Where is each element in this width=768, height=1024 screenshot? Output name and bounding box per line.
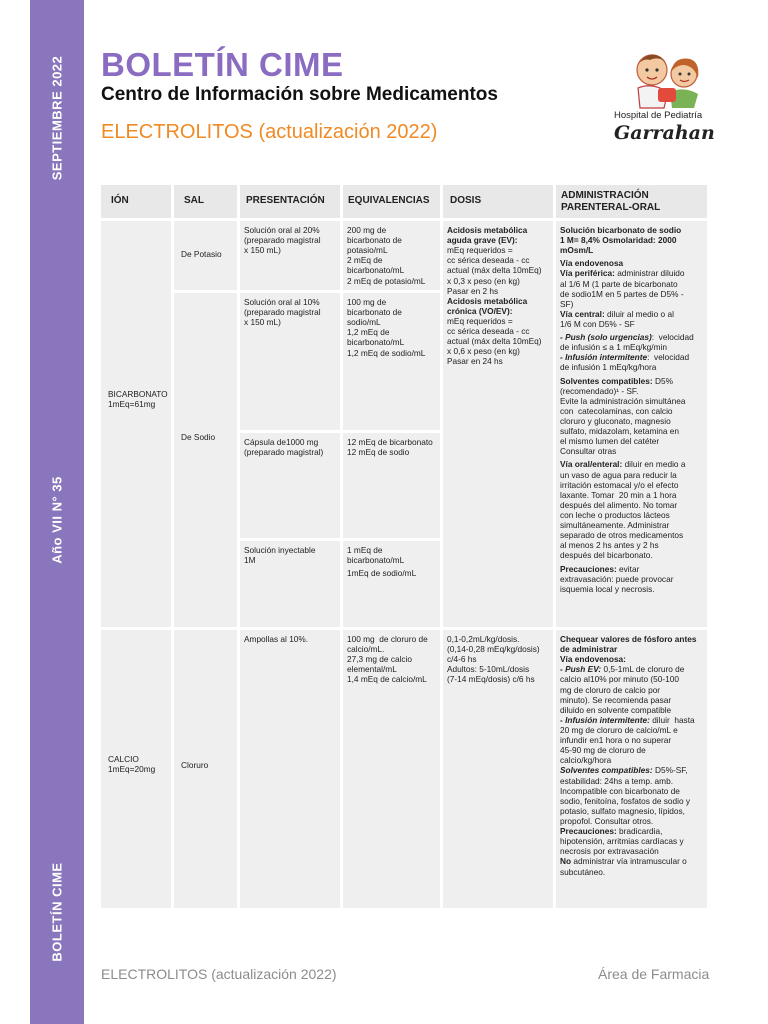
header-sal: SAL	[174, 185, 237, 218]
adm-cal-via-ev: Vía endovenosa:	[560, 654, 626, 665]
sidebar-issue: Año VII N° 35	[49, 476, 65, 564]
logo-line1: Hospital de Pediatría	[614, 110, 703, 121]
adm-bic-central: Vía central: diluir al medio o al 1/6 M con D5% - SF	[560, 308, 674, 329]
footer-department: Área de Farmacia	[598, 966, 710, 982]
adm-bic-oral: Vía oral/enteral: diluir en medio a un vaso de agua para reducir la irritación estomacal y/o el efecto laxante. Tomar 20 min a 1 hora después del alimento. No tomar con leche o productos lácteos simultáneamente. Administrar separado de otros medicamentos al menos 2 hs antes y 2 hs después del bicarbonato.	[560, 459, 686, 561]
eq-3a: 12 mEq de bicarbonato	[347, 437, 433, 447]
cell-eq-3	[343, 433, 440, 538]
adm-cal-no-im: No administrar vía intramuscular o subcutáneo.	[560, 856, 687, 877]
cell-eq-4	[343, 541, 440, 627]
adm-bic-infusion: - Infusión intermitente: velocidad de infusión 1 mEq/kg/hora	[560, 352, 690, 373]
dosis-2-title: Acidosis metabólica crónica (VO/EV):	[447, 295, 528, 316]
cell-adm-bicarbonato	[556, 221, 707, 627]
cell-sal-cloruro	[174, 630, 237, 908]
hospital-logo	[610, 48, 720, 148]
cell-eq-2	[343, 293, 440, 430]
cell-sal-sodio	[174, 293, 237, 627]
eq-1c: 2 mEq de potasio/mL	[347, 275, 426, 286]
cell-pres-1: Solución oral al 20% (preparado magistral x 150 mL)	[240, 221, 340, 290]
ion-bicarbonato-label: BICARBONATO 1mEq=61mg	[108, 389, 168, 410]
adm-bic-push: - Push (solo urgencias): velocidad de infusión ≤ a 1 mEq/kg/min	[560, 332, 694, 353]
cell-pres-3: Cápsula de1000 mg (preparado magistral)	[240, 433, 340, 538]
cell-pres-2: Solución oral al 10% (preparado magistral x 150 mL)	[240, 293, 340, 430]
adm-cal-check: Chequear valores de fósforo antes de administrar	[560, 634, 697, 655]
cell-eq-1	[343, 221, 440, 290]
eq-1a: 200 mg de bicarbonato de potasio/mL	[347, 225, 402, 256]
adm-bic-precauciones: Precauciones: evitar extravasación: puede provocar isquemia local y necrosis.	[560, 563, 674, 594]
eq-3b: 12 mEq de sodio	[347, 447, 410, 458]
dosis-2-text: mEq requeridos = cc sérica deseada - cc actual (máx delta 10mEq) x 0,6 x peso (en kg) Pasar en 24 hs	[447, 315, 542, 367]
cell-pres-calcio: Ampollas al 10%.	[240, 630, 340, 908]
children-illustration-icon	[614, 48, 719, 110]
adm-bic-intro: Solución bicarbonato de sodio 1 M= 8,4% Osmolaridad: 2000 mOsm/L	[560, 225, 682, 256]
eq-calcio-2: 27,3 mg de calcio elemental/mL	[347, 654, 413, 675]
header-presentacion: PRESENTACIÓN	[240, 185, 340, 218]
cell-ion-calcio	[101, 630, 171, 908]
adm-cal-infusion: - Infusión intermitente: diluir hasta 20 mg de cloruro de calcio/mL e infundir en1 hora o no superar 45-90 mg de cloruro de calcio/kg/hora	[560, 714, 695, 766]
eq-2c: 1,2 mEq de sodio/mL	[347, 347, 426, 358]
cell-sal-potasio	[174, 221, 237, 290]
eq-1b: 2 mEq de bicarbonato/mL	[347, 255, 405, 276]
sal-potasio-label: De Potasio	[181, 249, 222, 259]
adm-bic-periferica: Vía periférica: administrar diluido al 1/6 M (1 parte de bicarbonato de sodio1M en 5 partes de D5% - SF)	[560, 268, 685, 309]
eq-2b: 1,2 mEq de bicarbonato/mL	[347, 327, 405, 348]
adm-cal-push: - Push EV: 0,5-1mL de cloruro de calcio al10% por minuto (50-100 mg de cloruro de calcio por minuto). Se recomienda pasar diluido en solvente compatible	[560, 664, 685, 715]
page-subtitle: Centro de Información sobre Medicamentos	[101, 84, 498, 105]
header-administracion: ADMINISTRACIÓN PARENTERAL-ORAL	[556, 185, 707, 218]
cell-eq-calcio	[343, 630, 440, 908]
sal-cloruro-label: Cloruro	[181, 760, 209, 770]
header-ion: IÓN	[101, 185, 171, 218]
sidebar-date: SEPTIEMBRE 2022	[49, 55, 65, 181]
dosis-1-title: Acidosis metabólica aguda grave (EV):	[447, 225, 528, 246]
page-title: BOLETÍN CIME	[101, 46, 344, 83]
dosis-1-text: mEq requeridos = cc sérica deseada - cc actual (máx delta 10mEq) x 0,3 x peso (en kg) Pasar en 2 hs	[447, 245, 542, 296]
header-dosis: DOSIS	[443, 185, 553, 218]
eq-calcio-1: 100 mg de cloruro de calcio/mL.	[347, 634, 428, 655]
eq-4a: 1 mEq de bicarbonato/mL	[347, 545, 405, 566]
eq-2a: 100 mg de bicarbonato de sodio/mL	[347, 297, 402, 328]
cell-adm-calcio	[556, 630, 707, 908]
cell-dosis-bicarbonato	[443, 221, 553, 627]
adm-bic-solventes: Solventes compatibles: D5% (recomendado)¹ - SF. Evite la administración simultánea con catecolaminas, con calcio cloruro y gluconato, magnesio sulfato, midazolam, ketamina en el mismo lumen del catéter Consultar otras	[560, 375, 686, 457]
ion-calcio-label: CALCIO 1mEq=20mg	[108, 754, 156, 775]
sidebar-bulletin-name: BOLETÍN CIME	[49, 862, 65, 962]
page-topic: ELECTROLITOS (actualización 2022)	[101, 121, 438, 143]
sal-sodio-label: De Sodio	[181, 432, 216, 442]
header-equivalencias: EQUIVALENCIAS	[343, 185, 440, 218]
cell-dosis-calcio: 0,1-0,2mL/kg/dosis. (0,14-0,28 mEq/kg/dosis) c/4-6 hs Adultos: 5-10mL/dosis (7-14 mEq/dosis) c/6 hs	[443, 630, 553, 908]
footer-topic: ELECTROLITOS (actualización 2022)	[101, 966, 337, 982]
adm-bic-via-ev: Vía endovenosa	[560, 258, 624, 269]
cell-pres-4: Solución inyectable 1M	[240, 541, 340, 627]
eq-calcio-3: 1,4 mEq de calcio/mL	[347, 674, 427, 685]
adm-cal-precauciones: Precauciones: bradicardia, hipotensión, arritmias cardíacas y necrosis por extravasación	[560, 826, 684, 857]
cell-ion-bicarbonato	[101, 221, 171, 627]
adm-cal-solventes: Solventes compatibles: D5%-SF, estabilidad: 24hs a temp. amb. Incompatible con bicarbonato de sodio, fenitoína, fosfatos de sodio y potasio, sulfato magnesio, lípidos, propofol. Consultar otros.	[560, 765, 691, 826]
logo-line2: Garrahan	[614, 122, 715, 144]
eq-4b: 1mEq de sodio/mL	[347, 568, 417, 579]
